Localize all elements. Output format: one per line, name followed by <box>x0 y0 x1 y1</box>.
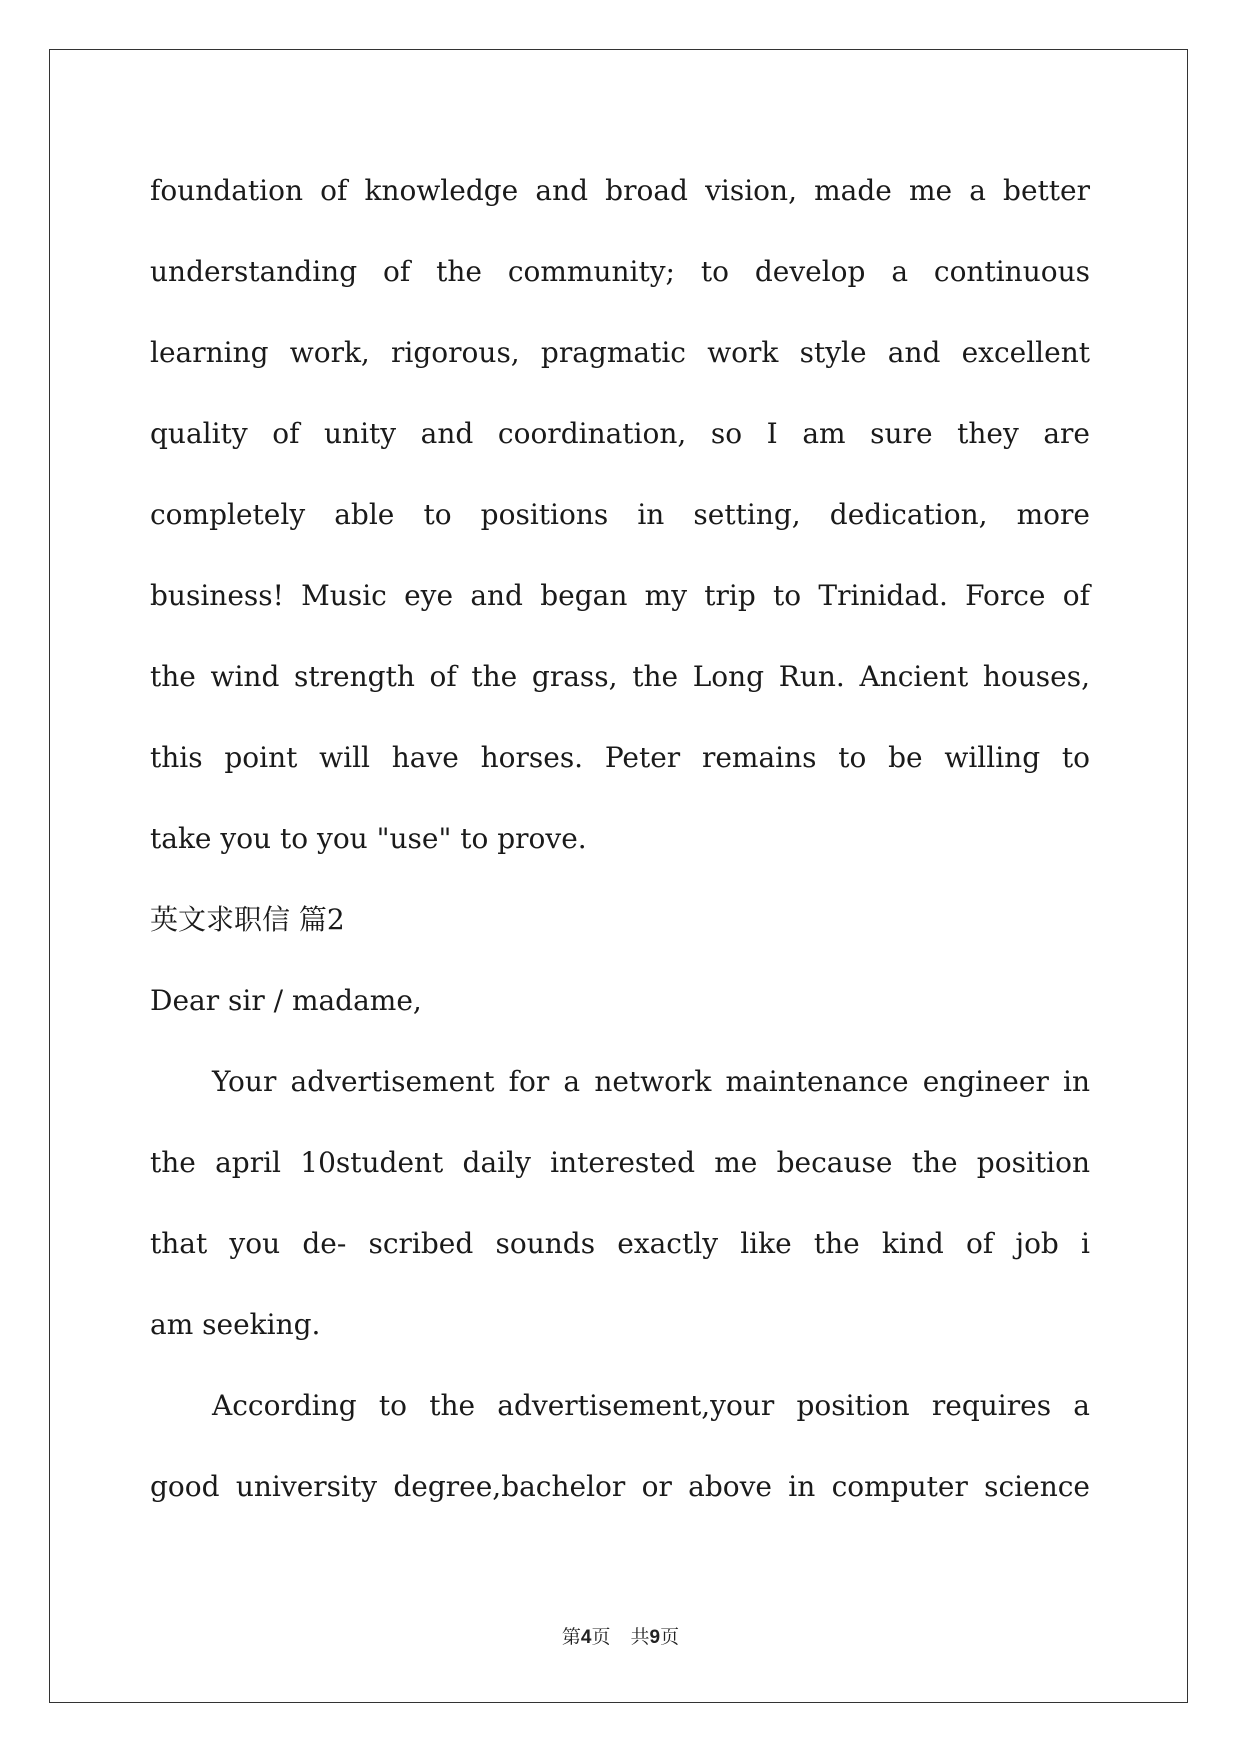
body-line: learning work, rigorous, pragmatic work style and excellent <box>150 336 1090 369</box>
footer-total-pages: 9 <box>649 1627 661 1648</box>
body-line: Your advertisement for a network maintenance engineer in <box>212 1065 1090 1098</box>
body-line: take you to you "use" to prove. <box>150 822 587 855</box>
footer-page-prefix: 第 <box>561 1626 581 1648</box>
document-body <box>150 150 1090 1527</box>
body-line: good university degree,bachelor or above in computer science <box>150 1470 1090 1503</box>
body-line: business! Music eye and began my trip to Trinidad. Force of <box>150 579 1090 612</box>
body-line: the april 10student daily interested me because the position <box>150 1146 1090 1179</box>
body-line: the wind strength of the grass, the Long Run. Ancient houses, <box>150 660 1090 693</box>
body-line: am seeking. <box>150 1308 321 1341</box>
body-line: completely able to positions in setting, dedication, more <box>150 498 1090 531</box>
section-heading: 英文求职信 篇2 <box>150 903 345 936</box>
salutation: Dear sir / madame, <box>150 984 422 1017</box>
page-footer <box>0 1622 1241 1649</box>
body-line: understanding of the community; to develop a continuous <box>150 255 1090 288</box>
footer-page-suffix: 页 <box>591 1626 611 1648</box>
footer-page-number: 4 <box>580 1627 592 1648</box>
body-line: quality of unity and coordination, so I am sure they are <box>150 417 1090 450</box>
body-line: that you de- scribed sounds exactly like the kind of job i <box>150 1227 1090 1260</box>
footer-total-suffix: 页 <box>660 1626 680 1648</box>
body-line: According to the advertisement,your position requires a <box>212 1389 1090 1422</box>
body-line: foundation of knowledge and broad vision, made me a better <box>150 174 1090 207</box>
footer-total-prefix: 共 <box>630 1626 650 1648</box>
body-line: this point will have horses. Peter remains to be willing to <box>150 741 1090 774</box>
